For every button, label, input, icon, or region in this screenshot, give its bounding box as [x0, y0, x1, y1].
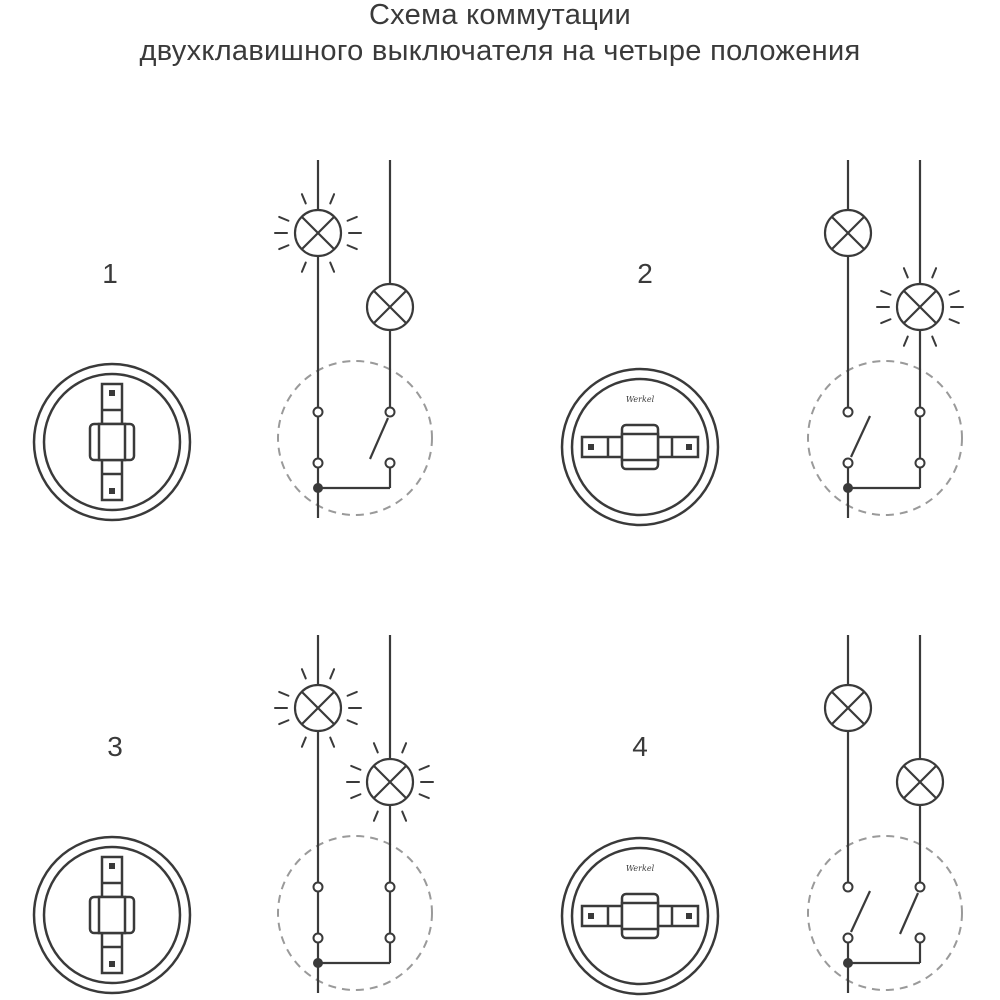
contact-terminal: [916, 934, 925, 943]
light-ray: [904, 337, 908, 346]
lever-end-dot: [588, 913, 594, 919]
lever-center: [99, 424, 125, 460]
junction-dot: [313, 958, 323, 968]
lever-end-dot: [109, 863, 115, 869]
light-ray: [402, 743, 406, 752]
junction-dot: [843, 483, 853, 493]
light-ray: [279, 692, 288, 696]
contact-terminal: [386, 408, 395, 417]
position-2: [562, 160, 963, 525]
lamp-2: [897, 759, 943, 805]
junction-dot: [843, 958, 853, 968]
light-ray: [302, 669, 306, 678]
light-ray: [330, 194, 334, 203]
lamp-2: [877, 264, 963, 350]
light-ray: [374, 812, 378, 821]
light-ray: [330, 669, 334, 678]
lamp-1: [825, 685, 871, 731]
lever-end-dot: [686, 444, 692, 450]
position-number: 1: [102, 258, 118, 289]
light-ray: [302, 738, 306, 747]
title-line-2: двухклавишного выключателя на четыре положения: [139, 35, 861, 67]
contact-terminal: [386, 883, 395, 892]
light-ray: [420, 794, 429, 798]
junction-dot: [313, 483, 323, 493]
lamp-1: [825, 210, 871, 256]
contact-terminal: [314, 934, 323, 943]
lever-end-dot: [686, 913, 692, 919]
contact-terminal: [916, 459, 925, 468]
brand-logo: Werkel: [625, 395, 655, 404]
light-ray: [402, 812, 406, 821]
switch-boundary-dashed-circle: [278, 361, 432, 515]
position-3: [34, 635, 433, 993]
lamp-2: [347, 739, 433, 825]
position-number: 2: [637, 258, 653, 289]
lever-end-dot: [109, 390, 115, 396]
contact-terminal: [314, 883, 323, 892]
light-ray: [302, 194, 306, 203]
contact-terminal: [386, 459, 395, 468]
lever-end-dot: [588, 444, 594, 450]
contact-terminal: [844, 408, 853, 417]
contact-terminal: [314, 408, 323, 417]
title-line-1: Схема коммутации: [368, 0, 632, 31]
lamp-1: [275, 190, 361, 276]
switch-boundary-dashed-circle: [278, 836, 432, 990]
light-ray: [420, 766, 429, 770]
contact-terminal: [844, 934, 853, 943]
contact-terminal: [916, 883, 925, 892]
contact-1-open: [851, 416, 870, 457]
contact-2-open: [370, 418, 388, 459]
lever-end-dot: [109, 961, 115, 967]
contact-terminal: [844, 883, 853, 892]
light-ray: [279, 245, 288, 249]
light-ray: [302, 263, 306, 272]
light-ray: [351, 766, 360, 770]
light-ray: [330, 738, 334, 747]
contact-1-open: [851, 891, 870, 932]
light-ray: [279, 720, 288, 724]
light-ray: [330, 263, 334, 272]
contact-2-open: [900, 893, 918, 934]
contact-terminal: [314, 459, 323, 468]
light-ray: [351, 794, 360, 798]
light-ray: [904, 268, 908, 277]
lever-center: [622, 903, 658, 929]
light-ray: [348, 245, 357, 249]
contact-terminal: [386, 934, 395, 943]
contact-terminal: [844, 459, 853, 468]
light-ray: [950, 291, 959, 295]
lever-center: [622, 434, 658, 460]
lamp-1: [275, 665, 361, 751]
position-number: 3: [107, 731, 123, 762]
light-ray: [950, 319, 959, 323]
position-1: [34, 160, 432, 520]
switch-boundary-dashed-circle: [808, 836, 962, 990]
lamp-2: [367, 284, 413, 330]
position-number: 4: [632, 731, 648, 762]
light-ray: [881, 291, 890, 295]
light-ray: [279, 217, 288, 221]
lever-center: [99, 897, 125, 933]
light-ray: [348, 692, 357, 696]
light-ray: [932, 337, 936, 346]
contact-terminal: [916, 408, 925, 417]
lever-end-dot: [109, 488, 115, 494]
position-4: [562, 635, 962, 994]
light-ray: [881, 319, 890, 323]
light-ray: [348, 720, 357, 724]
light-ray: [348, 217, 357, 221]
brand-logo: Werkel: [625, 864, 655, 873]
light-ray: [374, 743, 378, 752]
light-ray: [932, 268, 936, 277]
switch-boundary-dashed-circle: [808, 361, 962, 515]
